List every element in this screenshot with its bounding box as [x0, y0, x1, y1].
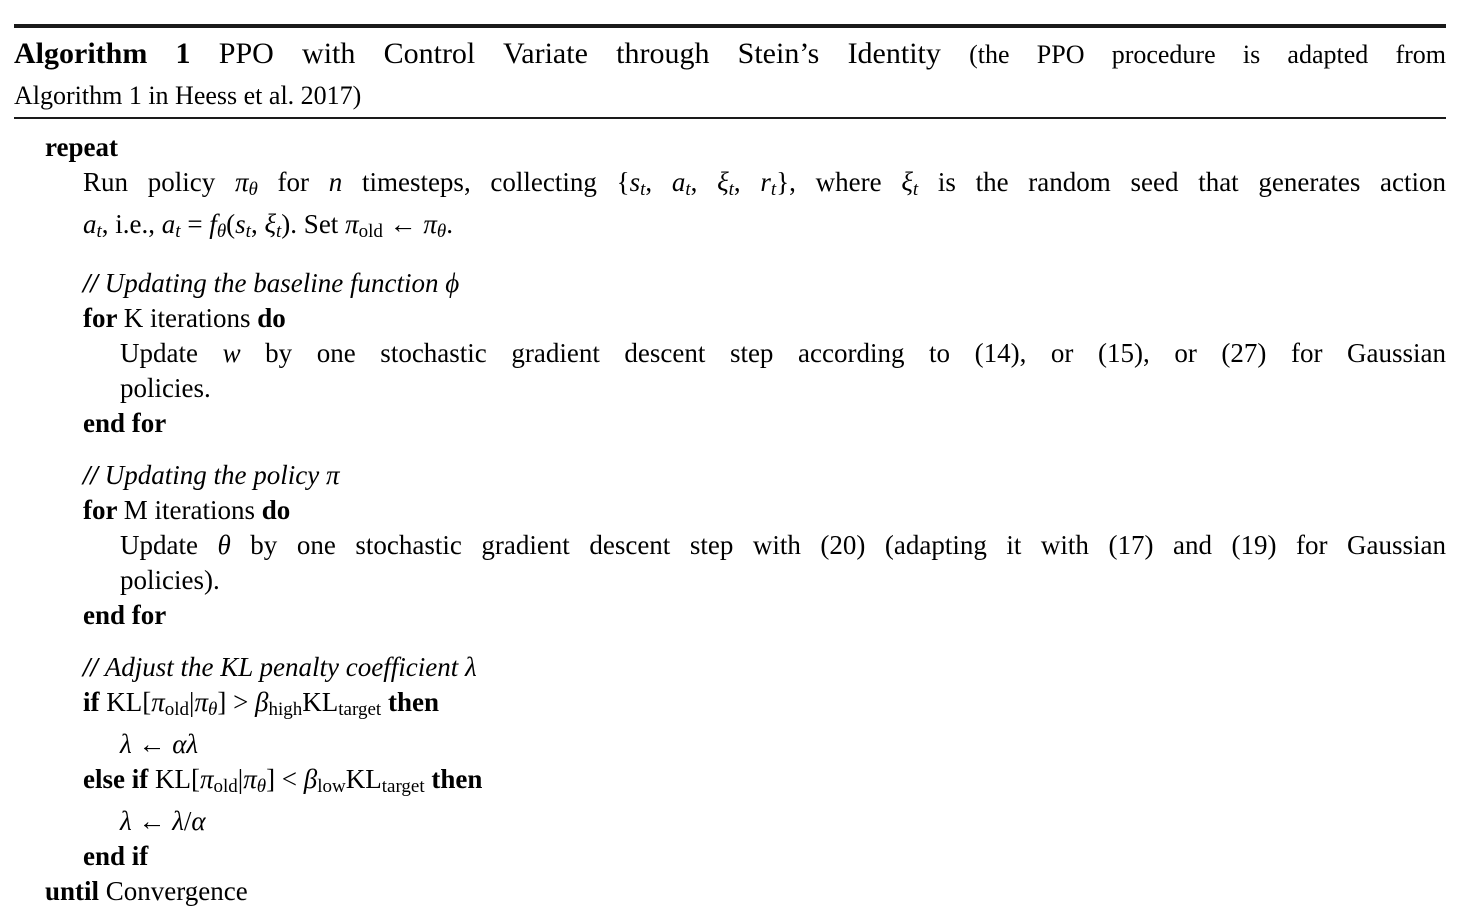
algo-text-segment: r	[760, 167, 771, 197]
algo-text-segment: target	[338, 699, 382, 720]
algo-text-segment: end for	[83, 600, 167, 630]
algo-text-segment: ϕ	[445, 268, 460, 298]
algo-text-segment: {	[616, 167, 630, 197]
algorithm-line	[83, 266, 1446, 301]
algo-text-segment: do	[257, 303, 286, 333]
algo-text-segment: Updating the policy	[104, 460, 326, 490]
algo-text-segment: KL[	[154, 764, 200, 794]
algo-text-segment: high	[268, 699, 303, 720]
algorithm-line	[83, 493, 1446, 528]
algo-text-segment: θ	[256, 776, 267, 797]
algo-text-segment: then	[431, 764, 483, 794]
algorithm-line	[120, 528, 1446, 563]
algo-text-segment: end if	[83, 841, 149, 871]
algo-text-segment: π	[194, 687, 208, 717]
algo-text-segment: for	[83, 303, 124, 333]
algo-text-segment: KL	[302, 687, 339, 717]
algo-text-segment: M iterations	[123, 495, 262, 525]
algo-text-segment: ←	[131, 729, 173, 759]
algo-text-segment: timesteps, collecting	[342, 167, 617, 197]
algorithm-figure	[0, 24, 1460, 918]
algo-text-segment: . Set	[290, 209, 346, 239]
algo-text-segment: θ	[207, 699, 218, 720]
algo-text-segment: ξ	[264, 209, 277, 239]
algo-text-segment: π	[199, 764, 214, 794]
algo-text-segment: a	[83, 209, 97, 239]
algo-text-segment: }	[776, 167, 790, 197]
algo-text-segment: t	[685, 179, 691, 200]
algo-text-segment: w	[222, 338, 241, 368]
algorithm-line	[83, 458, 1446, 493]
algo-text-segment: target	[381, 776, 425, 797]
algo-text-segment: for	[83, 495, 124, 525]
algorithm-body	[14, 119, 1446, 909]
algorithm-line	[120, 336, 1446, 371]
algorithm-title-note-part1: (the PPO procedure is adapted from	[969, 40, 1447, 69]
algorithm-line	[120, 727, 1446, 762]
algo-text-segment: else if	[83, 764, 155, 794]
algo-text-segment: , i.e.,	[101, 209, 162, 239]
algo-text-segment: α	[172, 729, 187, 759]
algo-text-segment: K iterations	[123, 303, 258, 333]
algo-text-segment: α	[191, 806, 206, 836]
top-rule	[14, 24, 1446, 28]
algo-text-segment: by one stochastic gradient descent step with (20) (adapting it with (17) and (19) for Gaussian	[230, 530, 1446, 560]
algo-text-segment: is the random seed that generates action	[918, 167, 1447, 197]
algo-text-segment: ,	[733, 167, 761, 197]
algo-text-segment: t	[912, 179, 919, 200]
algorithm-line	[83, 598, 1446, 633]
algorithm-line	[83, 207, 1446, 249]
algo-text-segment: s	[629, 167, 641, 197]
algo-text-segment: do	[261, 495, 291, 525]
algo-text-segment: if	[83, 687, 107, 717]
algo-text-segment: θ	[217, 530, 231, 560]
algo-text-segment: n	[328, 167, 343, 197]
algo-text-segment: ] <	[266, 764, 304, 794]
algorithm-number-label: Algorithm 1	[14, 37, 191, 70]
algo-text-segment: .	[446, 209, 453, 239]
algo-text-segment: end for	[83, 408, 167, 438]
algo-text-segment: t	[175, 221, 181, 242]
algo-text-segment: ,	[645, 167, 672, 197]
algo-text-segment: π	[234, 167, 249, 197]
algo-text-segment: for	[257, 167, 329, 197]
algo-text-segment: Convergence	[105, 876, 248, 906]
algorithm-line	[120, 804, 1446, 839]
algo-text-segment: θ	[216, 221, 227, 242]
algo-text-segment: ξ	[901, 167, 913, 197]
algo-text-segment: π	[151, 687, 165, 717]
algo-text-segment: β	[303, 764, 318, 794]
algo-text-segment: t	[728, 179, 734, 200]
algorithm-line	[83, 762, 1446, 804]
algo-text-segment: λ	[172, 806, 184, 836]
algo-text-segment: |	[189, 687, 195, 717]
algo-text-segment: //	[83, 652, 105, 682]
algo-text-segment: ,	[690, 167, 718, 197]
algo-text-segment: λ	[120, 806, 132, 836]
algo-text-segment: f	[209, 209, 217, 239]
algo-text-segment: //	[83, 268, 105, 298]
algo-text-segment: π	[243, 764, 257, 794]
algo-text-segment: ξ	[717, 167, 729, 197]
algo-text-segment: t	[640, 179, 646, 200]
algorithm-line	[83, 839, 1446, 874]
algo-text-segment: θ	[248, 179, 258, 200]
algo-text-segment: until	[45, 876, 106, 906]
algo-text-segment: //	[83, 460, 105, 490]
algo-text-segment: λ	[120, 729, 132, 759]
algo-text-segment: λ	[464, 652, 477, 682]
algo-text-segment: |	[237, 764, 244, 794]
algorithm-line	[120, 563, 1446, 598]
algorithm-line	[120, 371, 1446, 406]
algo-text-segment: λ	[186, 729, 199, 759]
algorithm-line	[83, 406, 1446, 441]
algorithm-line	[83, 650, 1446, 685]
algo-text-segment: repeat	[45, 132, 118, 162]
algo-text-segment: θ	[436, 221, 447, 242]
algo-text-segment: Update	[120, 530, 218, 560]
algo-text-segment: Adjust the KL penalty coefficient	[104, 652, 465, 682]
algo-text-segment: π	[345, 209, 359, 239]
algo-text-segment: s	[235, 209, 246, 239]
algo-text-segment: KL[	[106, 687, 152, 717]
algo-text-segment: =	[180, 209, 210, 239]
algo-text-segment: ] >	[217, 687, 256, 717]
algo-text-segment: Update	[120, 338, 223, 368]
algo-text-segment: ←	[382, 209, 424, 239]
algo-text-segment: a	[671, 167, 686, 197]
algo-text-segment: Updating the baseline function	[104, 268, 446, 298]
algo-text-segment: t	[245, 221, 251, 242]
algo-text-segment: old	[164, 699, 190, 720]
algo-text-segment: ←	[131, 806, 173, 836]
algorithm-line	[45, 874, 1446, 909]
algo-text-segment: KL	[345, 764, 382, 794]
algorithm-line	[45, 130, 1446, 165]
algo-text-segment: π	[325, 460, 340, 490]
algo-text-segment	[381, 687, 388, 717]
algo-text-segment: /	[183, 806, 192, 836]
algo-text-segment: β	[255, 687, 269, 717]
algo-text-segment: ,	[250, 209, 265, 239]
algorithm-title	[14, 34, 1446, 116]
algo-text-segment: Run policy	[83, 167, 235, 197]
algo-text-segment: π	[423, 209, 437, 239]
algorithm-line	[83, 165, 1446, 207]
algo-text-segment: t	[770, 179, 777, 200]
algo-text-segment: , where	[789, 167, 902, 197]
algo-text-segment: low	[317, 776, 346, 797]
algorithm-line	[83, 301, 1446, 336]
algo-text-segment: policies.	[120, 373, 211, 403]
algo-text-segment: t	[276, 221, 282, 242]
algorithm-line	[83, 685, 1446, 727]
algo-text-segment: old	[213, 776, 238, 797]
algorithm-title-line1	[14, 34, 1446, 75]
algorithm-name: PPO with Control Variate through Stein’s Identity	[218, 37, 941, 70]
algorithm-title-line2	[14, 75, 1446, 116]
algo-text-segment: t	[96, 221, 102, 242]
algo-text-segment: by one stochastic gradient descent step according to (14), or (15), or (27) for Gaussian	[240, 338, 1447, 368]
algo-text-segment: )	[281, 209, 291, 239]
algo-text-segment: (	[226, 209, 236, 239]
algo-text-segment: policies).	[120, 565, 220, 595]
algo-text-segment: old	[358, 221, 383, 242]
algo-text-segment: a	[161, 209, 176, 239]
algo-text-segment: then	[387, 687, 439, 717]
algorithm-title-note-part2: Algorithm 1 in Heess et al. 2017)	[14, 81, 362, 110]
